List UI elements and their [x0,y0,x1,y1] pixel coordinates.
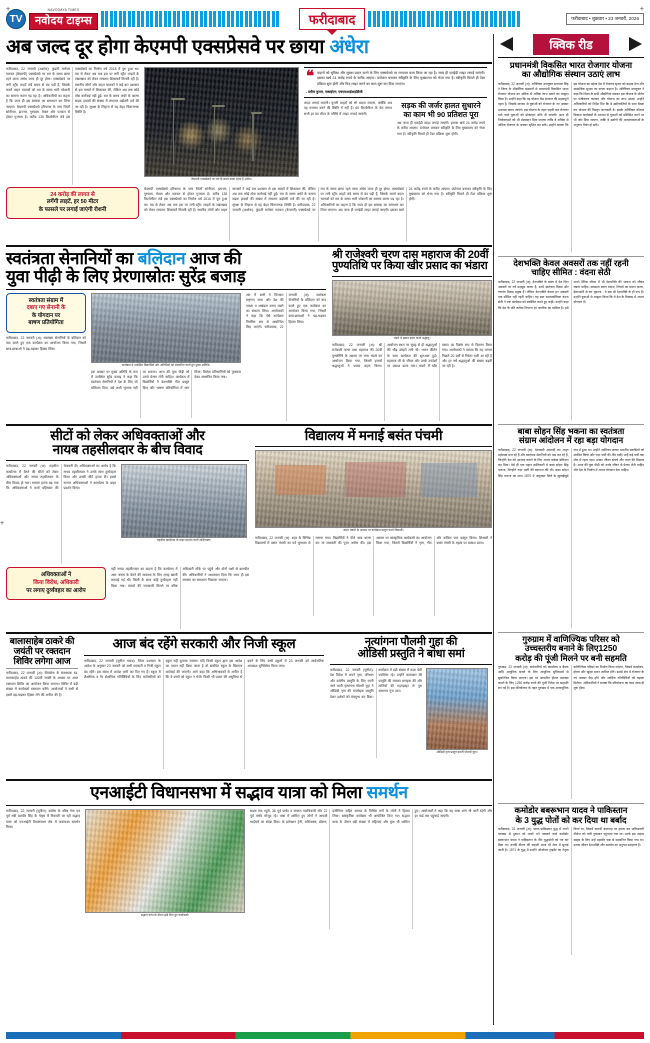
story8-photo [426,668,488,750]
story2-body-lower [91,370,241,418]
story2-col-2: इस अवसर पर मुख्य अतिथि के रूप में उपस्थित सुरेंद्र बजाड़ ने कहा कि स्वतंत्रता सेनानियों ने देश के लिए जो बलिदान दिया, उसे कभी भुलाया नहीं जा सकता। आज की युवा पीढ़ी को उनसे प्रेरणा लेनी चाहिए। [91,369,190,390]
sidebar-item-3-headline-2: संग्राम आंदोलन में रहा बड़ा योगदान [518,435,624,446]
lead-callout-line-2: लगेंगी लाइटें, हर 50 मीटर [46,199,99,206]
story5-photo [255,450,492,528]
story4-col-3: वहीं नायब तहसीलदार का कहना है कि कार्यालय में आम जनता के बैठने की व्यवस्था के लिए जगह खाली करवाई गई थी। किसी के साथ कोई दुर्व्यवहार नहीं किया गया। [111,567,178,588]
story4-headline-line1: सीटों को लेकर अधिवक्ताओं और [50,427,205,443]
lead-quote-text: वाहनों को सुविधा और सुरक्षा प्रदान करने के लिए एक्सप्रेसवे पर लगातार काम किया जा रहा है। जल्द ही एलईडी लाइट लगाई जाएंगी। इसका खर्च 24 करोड़ रुपये के करीब आएगा। प्रपोजल बनाकर स्वीकृति के लिए मुख्यालय को भेजा गया है। स्वीकृति मिलते ही टेंडर प्रक्रिया शुरू होगी और फिर लाइट लगने का काम शुरू कर दिया जाएगा। [317,70,485,86]
story2-col-5: फरीदाबाद, 22 जनवरी (अ): स्वतंत्रता सेनानियों के बलिदान को याद करते हुए एक कार्यक्रम का आयोजन किया गया, जिसमें छात्र-छात्राओं ने बढ़-चढ़कर हिस्सा लिया। [264,292,326,330]
story8-photo-caption: ओडिसी नृत्य प्रस्तुत करतीं पौलमी गुहा। [436,749,478,754]
sidebar-item-2-body: फरीदाबाद, 22 जनवरी (अ): देशभक्ति के संबंध में देश जिन अवसरों पर गर्व महसूस करता है, उनमें स्वतंत्रता दिवस और गणतंत्र दिवस प्रमुख हैं। लेकिन देशभक्ति केवल इन अवसरों तक सीमित नहीं रहनी चाहिए। यह बात समाजसेविका वंदना सेठी ने एक कार्यक्रम को संबोधित करते हुए कही। उन्होंने कहा कि देश के प्रति कर्तव्य निभाना हर नागरिक का दायित्व है। हमें अपने दैनिक जीवन में भी देशभक्ति की भावना को जीवंत रखना चाहिए। स्वच्छता बनाए रखना, नियमों का पालन करना, ईमानदारी से कर चुकाना - ये सब भी देशभक्ति के ही रूप हैं। उन्होंने युवाओं से आह्वान किया कि वे देश के विकास में अपना योगदान दें। [498,279,644,310]
story-school-closure [84,637,324,776]
story5-headline: विद्यालय में मनाई बसंत पंचमी [304,427,443,443]
sidebar-item-5-headline-2: के 3 युद्ध पोतों को कर दिया था बर्बाद [515,814,627,825]
story5-rule [255,446,492,447]
section-divider-1 [6,245,492,247]
story9-body-right [250,809,492,929]
banner-arrow-right-icon [629,37,642,51]
sidebar-item-1-headline-1: प्रधानमंत्री विकसित भारत रोजगार योजना [509,60,633,70]
banner-arrow-left-icon [500,37,513,51]
story8-col-1: फरीदाबाद, 22 जनवरी (सुनील): देश विदेश में अपने नृत्य, परिधान और दर्शनीय प्रस्तुति के लिए जानी जाने वाली नृत्यांगना पौलमी गुहा ने ओडिसी नृत्य की मनमोहक प्रस्तुति देकर दर्शकों को मंत्रमुग्ध कर दिया। [330,667,374,699]
lead-rule [6,62,492,64]
story-blood-donation [6,637,78,776]
story5-photo-caption: बसंत पंचमी के अवसर पर कार्यक्रम प्रस्तुत करते विद्यार्थी। [343,528,404,533]
story8-col-2: कार्यक्रम में बड़ी संख्या में कला प्रेमी उपस्थित रहे। उन्होंने कलाकार की प्रस्तुति की जमकर सराहना की और तालियों की गड़गड़ाहट से पूरा सभागार गूंज उठा। [378,667,422,694]
story3-photo [332,280,492,336]
story3-rule [332,276,492,277]
story6-headline-3: शिविर लगेगा आज [13,655,71,666]
color-registration-bar [6,1032,644,1039]
story3-col-3: भंडारे में खीर प्रसाद का विशेष रूप से वितरण किया गया। आयोजकों ने बताया कि यह परंपरा पिछले 20 वर्षों से निरंतर चली आ रही है और हर वर्ष श्रद्धालुओं की संख्या बढ़ती जा रही है। [418,342,492,369]
lead-col-4: लाइट लगाई जाएंगी। पुरानी लाइटों को भी बदला जाएगा, क्योंकि अब वह मरम्मत करने की स्थिति में नहीं हैं। 60 किलोमीटर के वेल लगाव सभी हर 50 मीटर के परिधि में लाइट लगाई जाएंगी। [304,100,392,116]
sidebar-item-1[interactable] [498,61,644,252]
lead-cont-1: केएमपी एक्सप्रेसवे हरियाणा के पांच जिलों सोनीपत, झज्जर, गुरुग्राम, मेवात और पलवल से होकर गुजरता है। करीब 135 किलोमीटर लंबे इस एक्सप्रेसवे का निर्माण वर्ष 2018 में पूरा हुआ था। तब से लेकर अब तक इस पर लगी स्ट्रीट लाइटों के रखरखाव को लेकर लगातार शिकायतें मिलती रही हैं। [144,186,228,213]
sidebar-item-5-body: फरीदाबाद, 22 जनवरी (अ): भारत-पाकिस्तान युद्ध में अपने पराक्रम से दुश्मन को नाकों चने चबवाने वाले कमोडोर बबरूभान यादव ने पाकिस्तान के तीन युद्धपोतों को नष्ट कर दिया था। उनकी वीरता की कहानी आज भी सेना में सुनाई जाती है। 1971 के युद्ध में उन्होंने ऑपरेशन ट्राइडेंट का नेतृत्व किया था, जिसमें कराची बंदरगाह पर हमला कर पाकिस्तानी नौसेना को भारी नुकसान पहुंचाया गया था। उनके इस अदम्य साहस के लिए उन्हें महावीर चक्र से सम्मानित किया गया था। उनका जीवन देशभक्ति और समर्पण का अनुपम उदाहरण है। [498,827,644,852]
story2-callout-2: दबाए गए सेनानी के [26,305,66,312]
crop-mark-mid-left: + [0,520,5,527]
story8-headline-1: नृत्यांगना पौलमी गुहा की [364,636,458,649]
story4-callout-3: पर लगाए दुर्व्यवहार का आरोप [26,587,86,594]
story5-body [255,536,492,616]
story6-headline-1: बालासाहेब ठाकरे की [9,636,75,647]
section-divider-2 [6,424,492,426]
publication-logo-hindi: नवोदय टाइम्स [29,13,98,31]
story9-headline-text: एनआईटी विधानसभा में सद्भाव यात्रा को मिला [90,783,367,803]
lead-story [6,37,492,241]
story-freedom-fighters [6,250,326,421]
story4-rule [6,460,249,461]
story2-headline-accent: बलिदान [137,248,186,268]
edition-city-label: फरीदाबाद [299,8,366,30]
story2-callout-1: स्वतंत्रता संग्राम में [28,297,64,304]
story4-body-lower [111,567,249,629]
story7-rule [84,655,324,656]
story3-headline-line1: श्री राजेश्वरी चरण दास महाराज की 20वीं [332,248,489,261]
story9-photo [85,809,245,913]
story-bhandara [332,250,492,421]
crop-mark-right: + [639,6,644,13]
sidebar-item-5[interactable] [498,806,644,955]
lead-photo-caption: केएमपी एक्सप्रेसवे पर रात के समय छाया रहता है अंधेरा। [191,176,252,181]
story4-col-1: फरीदाबाद, 22 जनवरी (अ): तहसील कार्यालय में बैठने की सीटों को लेकर अधिवक्ताओं और नायब तहसीलदार के बीच विवाद हो गया। मामला इतना बढ़ गया कि अधिवक्ताओं ने कार्य बहिष्कार की चेतावनी दी। [6,464,79,491]
story2-photo [91,293,241,363]
sidebar-item-4-body: गुरुग्राम, 22 जनवरी (अ): कर्मचारियों को कार्यालय व बैठक आदि आधुनिक बनाने के लिए आधुनिक सुविधाओं से सुसज्जित किया जाएगा। इस पर आधारित होटल उपलब्ध कराने के लिए 1250 करोड़ रुपये की पूंजी निवेश पर सहमति बन गई है। इस परियोजना के तहत गुरुग्राम में एक अत्याधुनिक वाणिज्यिक परिसर का निर्माण किया जाएगा, जिसमें कार्यालय, होटल और खुदरा स्थान शामिल होंगे। इससे क्षेत्र में रोजगार के नए अवसर पैदा होंगे और आर्थिक गतिविधियों को बढ़ावा मिलेगा। अधिकारियों ने बताया कि परियोजना का काम जल्द ही शुरू होगा। [498,665,644,690]
lead-quote-box [304,67,487,98]
story3-col-1: फरीदाबाद, 22 जनवरी (अ): श्री राजेश्वरी चरण दास महाराज की 20वीं पुण्यतिथि के अवसर पर भव्य भंडारे का आयोजन किया गया, जिसमें हजारों श्रद्धालुओं ने प्रसाद ग्रहण किया। [332,342,382,369]
story8-body [330,668,422,758]
story2-rule [6,289,326,290]
story-advocates-dispute [0,427,249,630]
story9-rule [6,805,492,806]
edition-city-tag [299,8,366,30]
sidebar-rule-3 [498,632,644,633]
story9-col-5: सद्भाव यात्रा के दौरान बड़ी संख्या में महिलाएं और युवा भी शामिल हुए। आयोजकों ने कहा कि यह यात्रा आगे भी जारी रहेगी और हर वार्ड तक पहुंचाई जाएगी। [332,809,492,824]
sidebar-item-3-headline-1: बाबा सोहन सिंह भकना का स्वतंत्रता [517,425,625,436]
lead-callout-line-3: के फासले पर लगाई जाएंगी रोशनी [38,206,107,213]
lead-body-continued [144,187,492,241]
lead-col-3: स्थानीय लोगों और वाहन चालकों ने कई बार प्रशासन से इस मामले में शिकायत की, लेकिन अब तक कोई ठोस कार्रवाई नहीं हुई। रात के समय अंधेरे के कारण सड़क हादसों की संख्या में लगातार बढ़ोतरी दर्ज की जा रही है। सुरक्षा के लिहाज से यह बेहद चिंताजनक स्थिति है। [75,82,139,114]
story4-photo [121,464,247,538]
story2-photo-caption: कार्यक्रम में उपस्थित विद्यार्थियों और अतिथियों को सम्मानित करते हुए मुख्य अतिथि। [121,362,211,367]
story2-body-right [246,293,326,421]
story2-col-3: कार्यक्रम में विद्यार्थियों ने देशभक्ति गीत प्रस्तुत किए और भाषण प्रतियोगिता में भाग लिया। विजेता प्रतिभागियों को पुरस्कार देकर सम्मानित किया गया। [142,369,241,390]
story7-col-3: आगे कहा कि अभिभावकों से अपील है कि वे बच्चों को स्कूल न भेजें। किसी भी प्रकार की असुविधा से बचने के लिए सभी स्कूलों में 23 जनवरी को सार्वजनिक अवकाश सुनिश्चित किया जाए। [165,658,324,679]
sidebar-rule-4 [498,803,644,804]
story4-col-4: मामले की जानकारी मिलने पर वरिष्ठ अधिकारी मौके पर पहुंचे और दोनों पक्षों से बातचीत की। अधिकारियों ने आश्वासन दिया कि जल्द ही इस समस्या का समाधान निकाला जाएगा। [127,567,249,588]
lead-col-5: अब जल्द ही एलईडी लाइट लगाई जाएगी। इसका खर्च 24 करोड़ रुपये के करीब आएगा। प्रपोजल बनाकर स्वीकृति के लिए मुख्यालय को भेजा गया है। स्वीकृति मिलते ही टेंडर प्रक्रिया शुरू होगी। [397,120,485,136]
sidebar-item-4-headline-1: गुरुग्राम में वाणिज्यिक परिसर को [522,633,620,644]
tv-logo-icon: TV [6,9,26,29]
story9-photo-caption: सद्भाव यात्रा के दौरान झंडे लिए हुए कार्यकर्ता। [140,913,190,918]
lead-headline [6,37,492,58]
lead-col-1: फरीदाबाद, 22 जनवरी (अशोक): कुंडली मानेसर पलवल (केएमपी) एक्सप्रेसवे पर रात के समय छाया रहने वाला अंधेरा जल्द ही दूर होगा। एक्सप्रेसवे पर लगी स्ट्रीट लाइटें लंबे समय से बंद पड़ी हैं, जिसके चलते वाहन चालकों को रात के समय भारी परेशानी का सामना करना पड़ रहा है। अधिकारियों का कहना है कि जल्द ही इस समस्या का समाधान कर लिया जाएगा। [6,66,70,109]
lead-col-2: केएमपी एक्सप्रेसवे हरियाणा के पांच जिलों सोनीपत, झज्जर, गुरुग्राम, मेवात और पलवल से होकर गुजरता है। करीब 135 किलोमीटर लंबे इस एक्सप्रेसवे का निर्माण वर्ष 2018 में पूरा हुआ था। तब से लेकर अब तक इस पर लगी स्ट्रीट लाइटों के रखरखाव को लेकर लगातार शिकायतें मिलती रही हैं। [6,66,139,120]
story2-headline-b: आज की [185,248,242,268]
story3-body [332,343,492,421]
story4-callout-2: किया विरोध, अधिकारी [33,580,79,586]
story9-headline [6,784,492,802]
sidebar-item-4-headline-2: उच्चस्तरीय बनाने के लिए1250 [524,643,618,654]
section-divider-4 [6,779,492,781]
story4-headline-line2: नायब तहसीलदार के बीच विवाद [52,442,203,458]
story9-col-3: सड़क तक पहुंचे, 35 पूर्व पार्षद व संगठन पदाधिकारी और 22 पूर्व पार्षद मौजूद रहे। यात्रा में शामिल हुए लोगों ने आपसी भाईचारे का संदेश दिया। [250,809,328,824]
masthead [6,4,644,34]
lead-sub-headline: सड़क की जर्जर हालत सुधारने का काम भी 90 प्रतिशत पूरा [401,100,481,119]
sidebar-item-2-headline-2: चाहिए सीमित : वंदना सेठी [531,267,611,278]
story4-body-left [6,464,116,564]
story6-headline-2: जयंती पर रक्तदान [13,645,71,656]
story2-headline-a: स्वतंत्रता सेनानियों का [6,248,138,268]
sidebar-item-3-body: फरीदाबाद, 22 जनवरी (अ): देशवासी आजादी का अमृत महोत्सव मना रहे हैं और स्वतंत्रता सेनानियों को याद कर रहे हैं, जिन्होंने देश को आजाद कराने के लिए अपना सर्वस्व बलिदान कर दिया। ऐसे ही एक महान क्रांतिकारी थे बाबा सोहन सिंह भकना, जिन्होंने गदर पार्टी की स्थापना की थी। बाबा सोहन सिंह भकना का जन्म 1870 में अमृतसर जिले के खुत्राईखुर्द गांव में हुआ था। उन्होंने अमेरिका जाकर भारतीय प्रवासियों को संगठित किया और गदर पार्टी की नींव रखी। उन्हें कई वर्षों तक जेल में रहना पड़ा। उनका जीवन संघर्ष और त्याग की मिसाल है। आज की युवा पीढ़ी को उनके जीवन से प्रेरणा लेनी चाहिए और देश के निर्माण में अपना योगदान देना चाहिए। [498,447,644,478]
main-content [0,36,492,929]
decorative-bar-right [368,11,563,27]
story2-callout-box [6,293,86,333]
sidebar-item-1-body: फरीदाबाद, 22 जनवरी (अ): अतिरिक्त उपायुक्त सतपाल सिंह ने जिला के औद्योगिक संस्थानों से प्रधानमंत्री विकसित भारत रोजगार योजना का अधिक से अधिक लाभ उठाने का आह्वान किया है। उन्होंने कहा कि यह योजना केंद्र सरकार की महत्वपूर्ण पहल है, जिसके माध्यम से युवाओं को रोजगार के नए अवसर उपलब्ध कराए जाएंगे। इस योजना के तहत पहली बार रोजगार पाने वाले युवाओं को प्रोत्साहन राशि दी जाएगी। साथ ही नियोक्ताओं को भी प्रोत्साहन दिया जाएगा ताकि वे अधिक से अधिक रोजगार के अवसर सृजित कर सकें। उन्होंने बताया कि इस योजना का उद्देश्य देश में रोजगार सृजन को बढ़ावा देना और सामाजिक सुरक्षा का दायरा बढ़ाना है। अतिरिक्त उपायुक्त ने कहा कि जिला के सभी औद्योगिक संस्थान इस योजना के पोर्टल पर पंजीकरण करवाएं और योजना का लाभ उठाएं। उन्होंने अधिकारियों को निर्देश दिए कि वे उद्योगपतियों के साथ बैठक कर योजना की विस्तृत जानकारी दें। इसके अतिरिक्त कौशल विकास कार्यक्रमों के माध्यम से युवाओं को प्रशिक्षित करने पर भी जोर दिया जाएगा, ताकि वे उद्योगों की आवश्यकताओं के अनुरूप तैयार हो सकें। [498,81,644,127]
story2-col-1: फरीदाबाद, 22 जनवरी (अ): स्वतंत्रता सेनानियों के बलिदान को याद करते हुए एक कार्यक्रम का आयोजन किया गया, जिसमें छात्र-छात्राओं ने बढ़-चढ़कर हिस्सा लिया। [6,335,86,351]
story4-callout-1: अधिवक्ताओं ने [40,572,72,579]
lead-cont-2: स्थानीय लोगों और वाहन चालकों ने कई बार प्रशासन से इस मामले में शिकायत की, लेकिन अब तक कोई ठोस कार्रवाई नहीं हुई। रात के समय अंधेरे के कारण सड़क हादसों की संख्या में लगातार बढ़ोतरी दर्ज की जा रही है। सुरक्षा के लिहाज से यह बेहद चिंताजनक स्थिति है। [197,186,316,213]
publication-logo-latin: NAVODAYA TIMES [47,7,80,12]
story4-callout-box [6,567,106,600]
story7-headline: आज बंद रहेंगे सरकारी और निजी स्कूल [112,636,296,652]
story-sadbhav-yatra [6,784,492,929]
story6-rule [6,668,78,669]
story2-headline-line2: युवा पीढ़ी के लिए प्रेरणास्रोतः सुरेंद्र बजाड़ [6,266,246,286]
sidebar-item-5-headline-1: कमोडोर बबरूभान यादव ने पाकिस्तान [514,805,628,816]
story7-col-1: फरीदाबाद, 22 जनवरी (सुनील यादव): जिला प्रशासन के आदेश के अनुसार 23 जनवरी को सभी सरकारी व निजी स्कूल बंद रहेंगे। इस संबंध में आदेश जारी कर दिए गए हैं। [84,658,161,674]
sidebar-item-4-headline-3: करोड़ की पूंजी मिलने पर बनी सहमति [515,652,627,663]
story9-headline-accent: समर्थन [366,783,408,803]
sidebar-item-3[interactable] [498,427,644,628]
lead-quote-attribution: - प्रवीण कुमार, एक्सईएन, एचएसआईआईडीसी [306,89,363,94]
story5-col-1: फरीदाबाद, 22 जनवरी (अ): शहर के विभिन्न विद्यालयों में बसंत पंचमी का पर्व धूमधाम से मनाया गया। विद्यार्थियों ने पीले वस्त्र धारण कर मां सरस्वती की पूजा अर्चना की। [255,536,371,546]
story4-col-2: अधिवक्ताओं का आरोप है कि नायब तहसीलदार ने उनके साथ दुर्व्यवहार किया और उनकी सीटें हटवा दीं। इससे नाराज अधिवक्ताओं ने कार्यालय के बाहर प्रदर्शन किया। [63,464,116,491]
sidebar-item-2[interactable] [498,259,644,420]
story5-col-2: इस अवसर पर सांस्कृतिक कार्यक्रमों का आयोजन किया गया, जिसमें विद्यार्थियों ने नृत्य, गीत और कविता पाठ प्रस्तुत किया। शिक्षकों ने बसंत पंचमी के महत्व पर प्रकाश डाला। [367,536,492,546]
section-divider-3 [6,632,492,634]
quote-mark-icon: ❝ [306,68,315,85]
date-line: फरीदाबाद • शुक्रवार • 23 जनवरी, 2026 [566,13,644,25]
lead-photo [144,67,299,177]
sidebar-item-4[interactable] [498,635,644,799]
lead-callout-box [6,187,139,220]
story9-col-1: फरीदाबाद, 22 जनवरी (सुनील): कांग्रेस के वरिष्ठ नेता एवं पूर्व मंत्री बलबीर सिंह के नेतृत्व में निकाली जा रही सद्भाव यात्रा को एनआईटी विधानसभा क्षेत्र में जबरदस्त समर्थन मिला। [6,809,80,830]
story2-col-4: अंत में सभी ने मिलकर राष्ट्रगान गाया और देश की एकता व अखंडता बनाए रखने का संकल्प लिया। आयोजकों ने कहा कि ऐसे कार्यक्रम नियमित रूप से आयोजित किए जाएंगे। [246,292,284,330]
sidebar-item-2-headline-1: देशभक्ति केवल अवसरों तक नहीं रहनी [513,257,629,268]
story3-photo-caption: भंडारे में प्रसाद ग्रहण करते श्रद्धालु। [393,335,431,340]
publication-logo[interactable] [29,8,98,31]
lead-cont-4: अब जल्द ही एलईडी लाइट लगाई जाएगी। इसका खर्च 24 करोड़ रुपये के करीब आएगा। प्रपोजल बनाकर स्वीकृति के लिए मुख्यालय को भेजा गया है। स्वीकृति मिलते ही टेंडर प्रक्रिया शुरू होगी। [338,186,492,213]
story6-body: फरीदाबाद, 22 जनवरी (अ): शिवसेना के संस्थापक स्व. बालासाहेब ठाकरे की 100वीं जयंती के अवसर पर आज रक्तदान शिविर का आयोजन किया जाएगा। शिविर में बड़ी संख्या में कार्यकर्ता रक्तदान करेंगे। आयोजकों ने सभी से इसमें बढ़-चढ़कर हिस्सा लेने की अपील की है। [6,671,78,697]
lead-headline-text: अब जल्द दूर होगा केएमपी एक्सप्रेसवे पर छाया [6,36,330,58]
lead-headline-accent: अंधेरा [329,36,369,58]
quick-read-sidebar [498,34,644,959]
story9-col-4: के इलेक्शन ट्रेनी, अधिवक्ता, डॉक्टर, इंजीनियर सहित समाज के विभिन्न वर्गों के लोगों ने हिस्सा लिया। सांस्कृतिक कार्यक्रम भी आयोजित किए गए। [281,809,410,824]
sidebar-divider [493,34,494,1025]
story8-rule [330,664,492,665]
story2-callout-4: बाषण प्रतियोगिता [28,320,64,327]
story-basant-panchami [255,429,492,630]
story3-headline-line2: पुण्यतिथि पर किया खीर प्रसाद का भंडारा [332,260,488,273]
story4-photo-caption: तहसील कार्यालय के बाहर प्रदर्शन करते अधिवक्ता। [156,538,212,543]
story2-callout-3: के योगदान पर [31,312,61,319]
sidebar-rule-1 [498,256,644,257]
story7-col-2: स्कूल में शैक्षणिक व गैर शैक्षणिक गतिविधियों के लिए कर्मचारियों को स्कूल नहीं बुलाया जाएगा। यदि किसी स्कूल द्वारा इस आदेश का पालन नहीं किया जाता है तो संबंधित स्कूल के खिलाफ कार्रवाई की जाएगी। [84,658,243,679]
quick-read-banner [498,34,644,54]
lead-body-left [6,67,139,185]
story8-headline-2: ओडिसी प्रस्तुति ने बांधा समां [357,648,465,661]
sidebar-item-1-headline-2: का औद्योगिक संस्थान उठाएं लाभ [521,69,621,80]
quick-read-label: क्विक रीड [533,34,608,55]
story7-body [84,659,324,769]
lead-callout-line-1: 24 करोड़ की लागत से [50,191,95,198]
story3-col-2: आयोजन स्थल पर सुबह से ही श्रद्धालुओं की भीड़ उमड़ने लगी थी। भजन कीर्तन के साथ कार्यक्रम की शुरुआत हुई। महाराज जी के जीवन और उनके उपदेशों पर प्रकाश डाला गया। [387,342,437,369]
sidebar-rule-top [498,57,644,58]
sidebar-rule-2 [498,424,644,425]
story2-headline [6,250,326,268]
lead-cont-3: फरीदाबाद, 22 जनवरी (अशोक): कुंडली मानेसर पलवल (केएमपी) एक्सप्रेसवे पर रात के समय छाया रहने वाला अंधेरा जल्द ही दूर होगा। एक्सप्रेसवे पर लगी स्ट्रीट लाइटें लंबे समय से बंद पड़ी हैं, जिसके चलते वाहन चालकों को रात के समय भारी परेशानी का सामना करना पड़ रहा है। अधिकारियों का कहना है कि जल्द ही इस समस्या का समाधान कर लिया जाएगा। [232,186,404,213]
crop-mark-left: + [6,6,11,13]
story-odissi-dance [330,637,492,776]
decorative-bar-left [101,11,296,27]
